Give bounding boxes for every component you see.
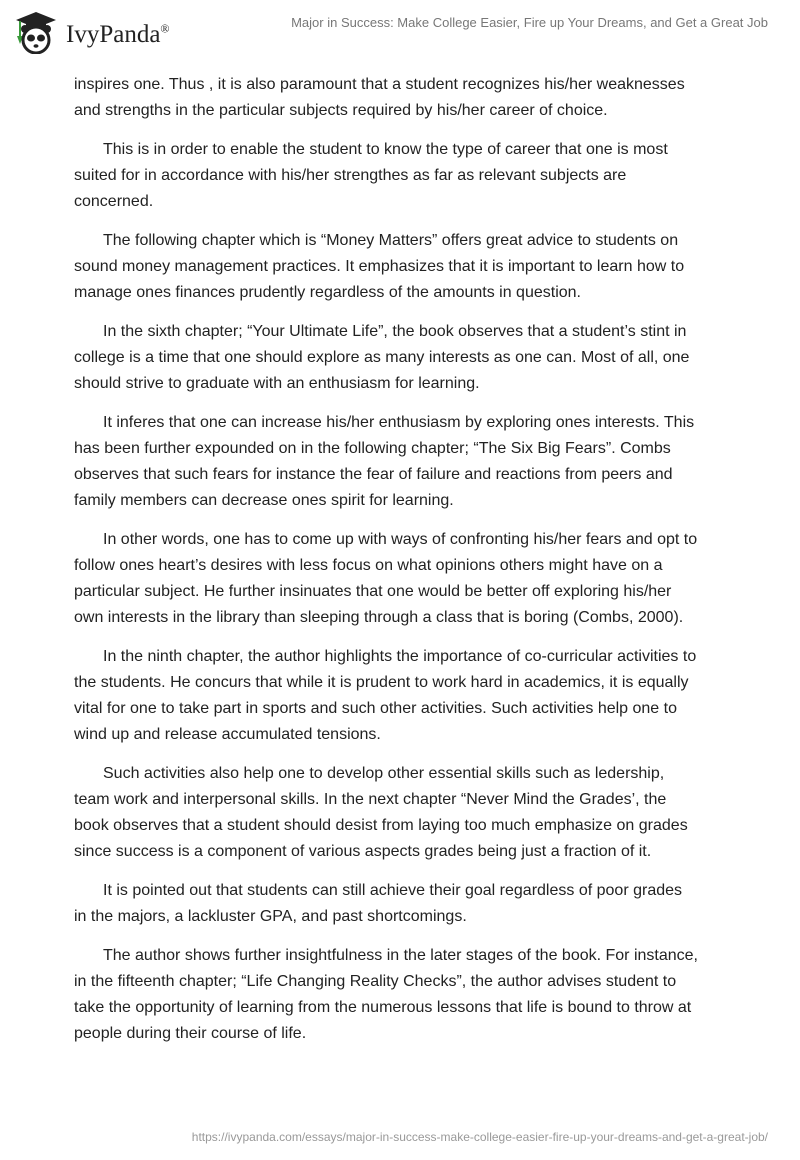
paragraph-line: suited for in accordance with his/her strengthes as far as relevant subjects are — [74, 167, 627, 184]
logo-text: IvyPanda — [66, 21, 161, 48]
document-title: Major in Success: Make College Easier, Fire up Your Dreams, and Get a Great Job — [291, 15, 768, 30]
paragraph-line: manage ones finances prudently regardless of the amounts in question. — [74, 284, 581, 301]
paragraph-line: wind up and release accumulated tensions. — [74, 726, 381, 743]
paragraph — [74, 943, 734, 1047]
paragraph-line: take the opportunity of learning from the numerous lessons that life is bound to throw at — [74, 999, 692, 1016]
paragraph-line: This is in order to enable the student to know the type of career that one is most — [103, 141, 668, 158]
paragraph-line: particular subject. He further insinuates that one would be better off exploring his/her — [74, 583, 672, 600]
paragraph-line: college is a time that one should explore as many interests as one can. Most of all, one — [74, 349, 690, 366]
paragraph-line: people during their course of life. — [74, 1025, 307, 1042]
paragraph-line: team work and interpersonal skills. In the next chapter “Never Mind the Grades’, the — [74, 791, 667, 808]
paragraph-line: In other words, one has to come up with ways of confronting his/her fears and opt to — [103, 531, 698, 548]
ivypanda-logo[interactable] — [12, 8, 170, 54]
paragraph-line: concerned. — [74, 193, 154, 210]
paragraph-line: since success is a component of various aspects grades being just a fraction of it. — [74, 843, 652, 860]
registered-mark: ® — [160, 21, 170, 36]
paragraph-line: vital for one to take part in sports and such other activities. Such activities help one to — [74, 700, 677, 717]
paragraph-line: sound money management practices. It emphasizes that it is important to learn how to — [74, 258, 685, 275]
paragraph-line: family members can decrease ones spirit for learning. — [74, 492, 454, 509]
paragraph — [74, 319, 734, 397]
paragraph — [74, 644, 734, 748]
paragraph — [74, 761, 734, 865]
paragraph-line: follow ones heart’s desires with less focus on what opinions others might have on a — [74, 557, 663, 574]
paragraph — [74, 137, 734, 215]
panda-graduate-icon — [12, 8, 60, 54]
paragraph-line: own interests in the library than sleeping through a class that is boring (Combs, 2000). — [74, 609, 684, 626]
paragraph-line: observes that such fears for instance the fear of failure and reactions from peers and — [74, 466, 673, 483]
paragraph — [74, 527, 734, 631]
paragraph-line: The author shows further insightfulness in the later stages of the book. For instance, — [103, 947, 698, 964]
essay-body — [74, 72, 734, 1060]
paragraph-line: and strengths in the particular subjects required by his/her career of choice. — [74, 102, 608, 119]
paragraph-line: has been further expounded on in the following chapter; “The Six Big Fears”. Combs — [74, 440, 671, 457]
paragraph-line: in the fifteenth chapter; “Life Changing Reality Checks”, the author advises student to — [74, 973, 677, 990]
paragraph — [74, 410, 734, 514]
source-url[interactable]: https://ivypanda.com/essays/major-in-success-make-college-easier-fire-up-your-dreams-and-get-a-great-job/ — [191, 1130, 768, 1144]
page-header — [0, 0, 800, 60]
paragraph-line: Such activities also help one to develop other essential skills such as ledership, — [103, 765, 665, 782]
paragraph — [74, 878, 734, 930]
paragraph-line: It is pointed out that students can still achieve their goal regardless of poor grades — [103, 882, 683, 899]
paragraph-line: In the sixth chapter; “Your Ultimate Life”, the book observes that a student’s stint in — [103, 323, 687, 340]
paragraph-line: inspires one. Thus , it is also paramount that a student recognizes his/her weaknesses — [74, 76, 685, 93]
paragraph-line: should strive to graduate with an enthusiasm for learning. — [74, 375, 480, 392]
paragraph-line: book observes that a student should desist from laying too much emphasize on grades — [74, 817, 688, 834]
paragraph — [74, 72, 734, 124]
paragraph-line: in the majors, a lackluster GPA, and past shortcomings. — [74, 908, 467, 925]
paragraph-line: In the ninth chapter, the author highlights the importance of co-curricular activities to — [103, 648, 697, 665]
paragraph-line: It inferes that one can increase his/her enthusiasm by exploring ones interests. This — [103, 414, 695, 431]
paragraph-line: The following chapter which is “Money Matters” offers great advice to students on — [103, 232, 679, 249]
paragraph — [74, 228, 734, 306]
paragraph-line: the students. He concurs that while it is prudent to work hard in academics, it is equally — [74, 674, 689, 691]
